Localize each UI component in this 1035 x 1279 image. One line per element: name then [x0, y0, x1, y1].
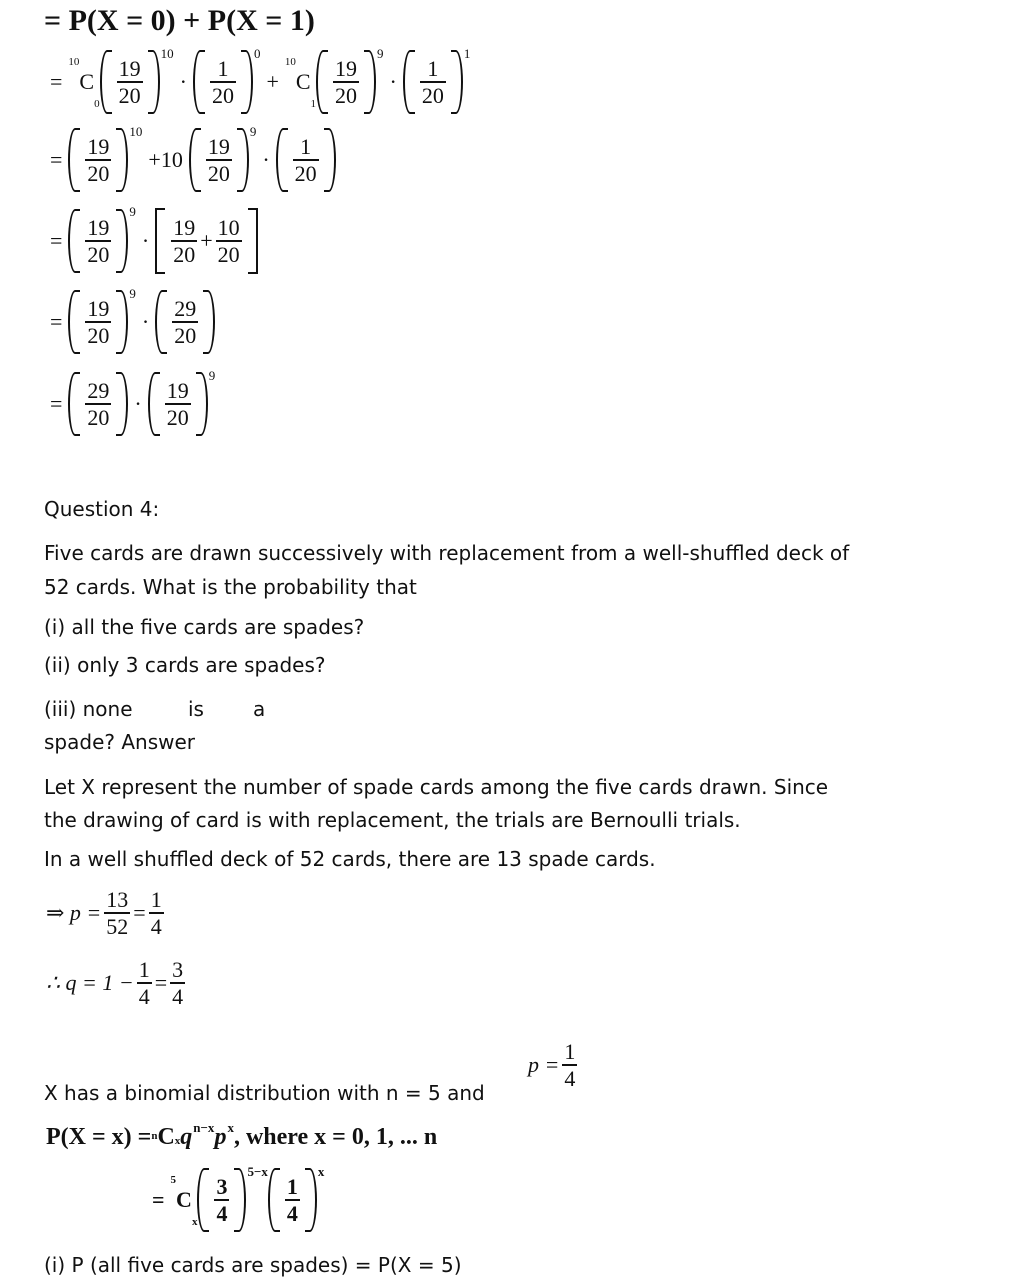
answer-para4: X has a binomial distribution with n = 5 and	[44, 1081, 485, 1105]
question-item-3a: (iii) none	[44, 697, 133, 721]
math-line-0: = P(X = 0) + P(X = 1)	[44, 4, 315, 37]
math-binomial-formula: P(X = x) = n C x q n−x p x , where x = 0, 1, ... n	[46, 1120, 438, 1150]
question-para1-line1: Five cards are drawn successively with replacement from a well-shuffled deck of	[44, 541, 850, 565]
answer-para2-line1: Let X represent the number of spade cards among the five cards drawn. Since	[44, 775, 829, 799]
answer-para3: In a well shuffled deck of 52 cards, there are 13 spade cards.	[44, 847, 656, 871]
question-item-2: (ii) only 3 cards are spades?	[44, 653, 326, 677]
question-para1-line2: 52 cards. What is the probability that	[44, 575, 417, 599]
math-p-side: p = $\frac{1}{4}$	[528, 1039, 576, 1092]
math-line-3: = $\frac{19}{20}$ 9 · $\frac{19}{20}$ + $\frac{10}{20}$	[44, 208, 258, 274]
math-p-equation: ⇒ p = $\frac{13}{52}$ = $\frac{1}{4}$	[46, 887, 162, 940]
question-item-1: (i) all the five cards are spades?	[44, 615, 365, 639]
math-line-4: = $\frac{19}{20}$ 9 · $\frac{29}{20}$	[44, 290, 215, 354]
math-q-equation: ∴ q = 1 − $\frac{1}{4}$ = $\frac{3}{4}$	[46, 957, 184, 1010]
math-line-5: = $\frac{29}{20}$ · $\frac{19}{20}$ 9	[44, 372, 215, 436]
math-line-1: = 10 C 0 $\frac{19}{20}$ 10 · $\frac{1}{20}$ 0 + 10 C 1 $\frac{19}{20}$ 9 · $\frac{1}{20}$ 1	[44, 50, 470, 114]
answer-part-1: (i) P (all five cards are spades) = P(X = 5)	[44, 1253, 462, 1277]
math-binomial-final: = 5 C x $\frac{3}{4}$ 5−x $\frac{1}{4}$ x	[146, 1168, 324, 1232]
question-item-3b: is	[188, 697, 204, 721]
question-heading: Question 4:	[44, 497, 160, 521]
question-item-3c: a	[253, 697, 266, 721]
question-item-3d: spade? Answer	[44, 730, 196, 754]
math-line-2: = $\frac{19}{20}$ 10 +10 $\frac{19}{20}$ 9 · $\frac{1}{20}$	[44, 128, 336, 192]
answer-para2-line2: the drawing of card is with replacement, the trials are Bernoulli trials.	[44, 808, 741, 832]
